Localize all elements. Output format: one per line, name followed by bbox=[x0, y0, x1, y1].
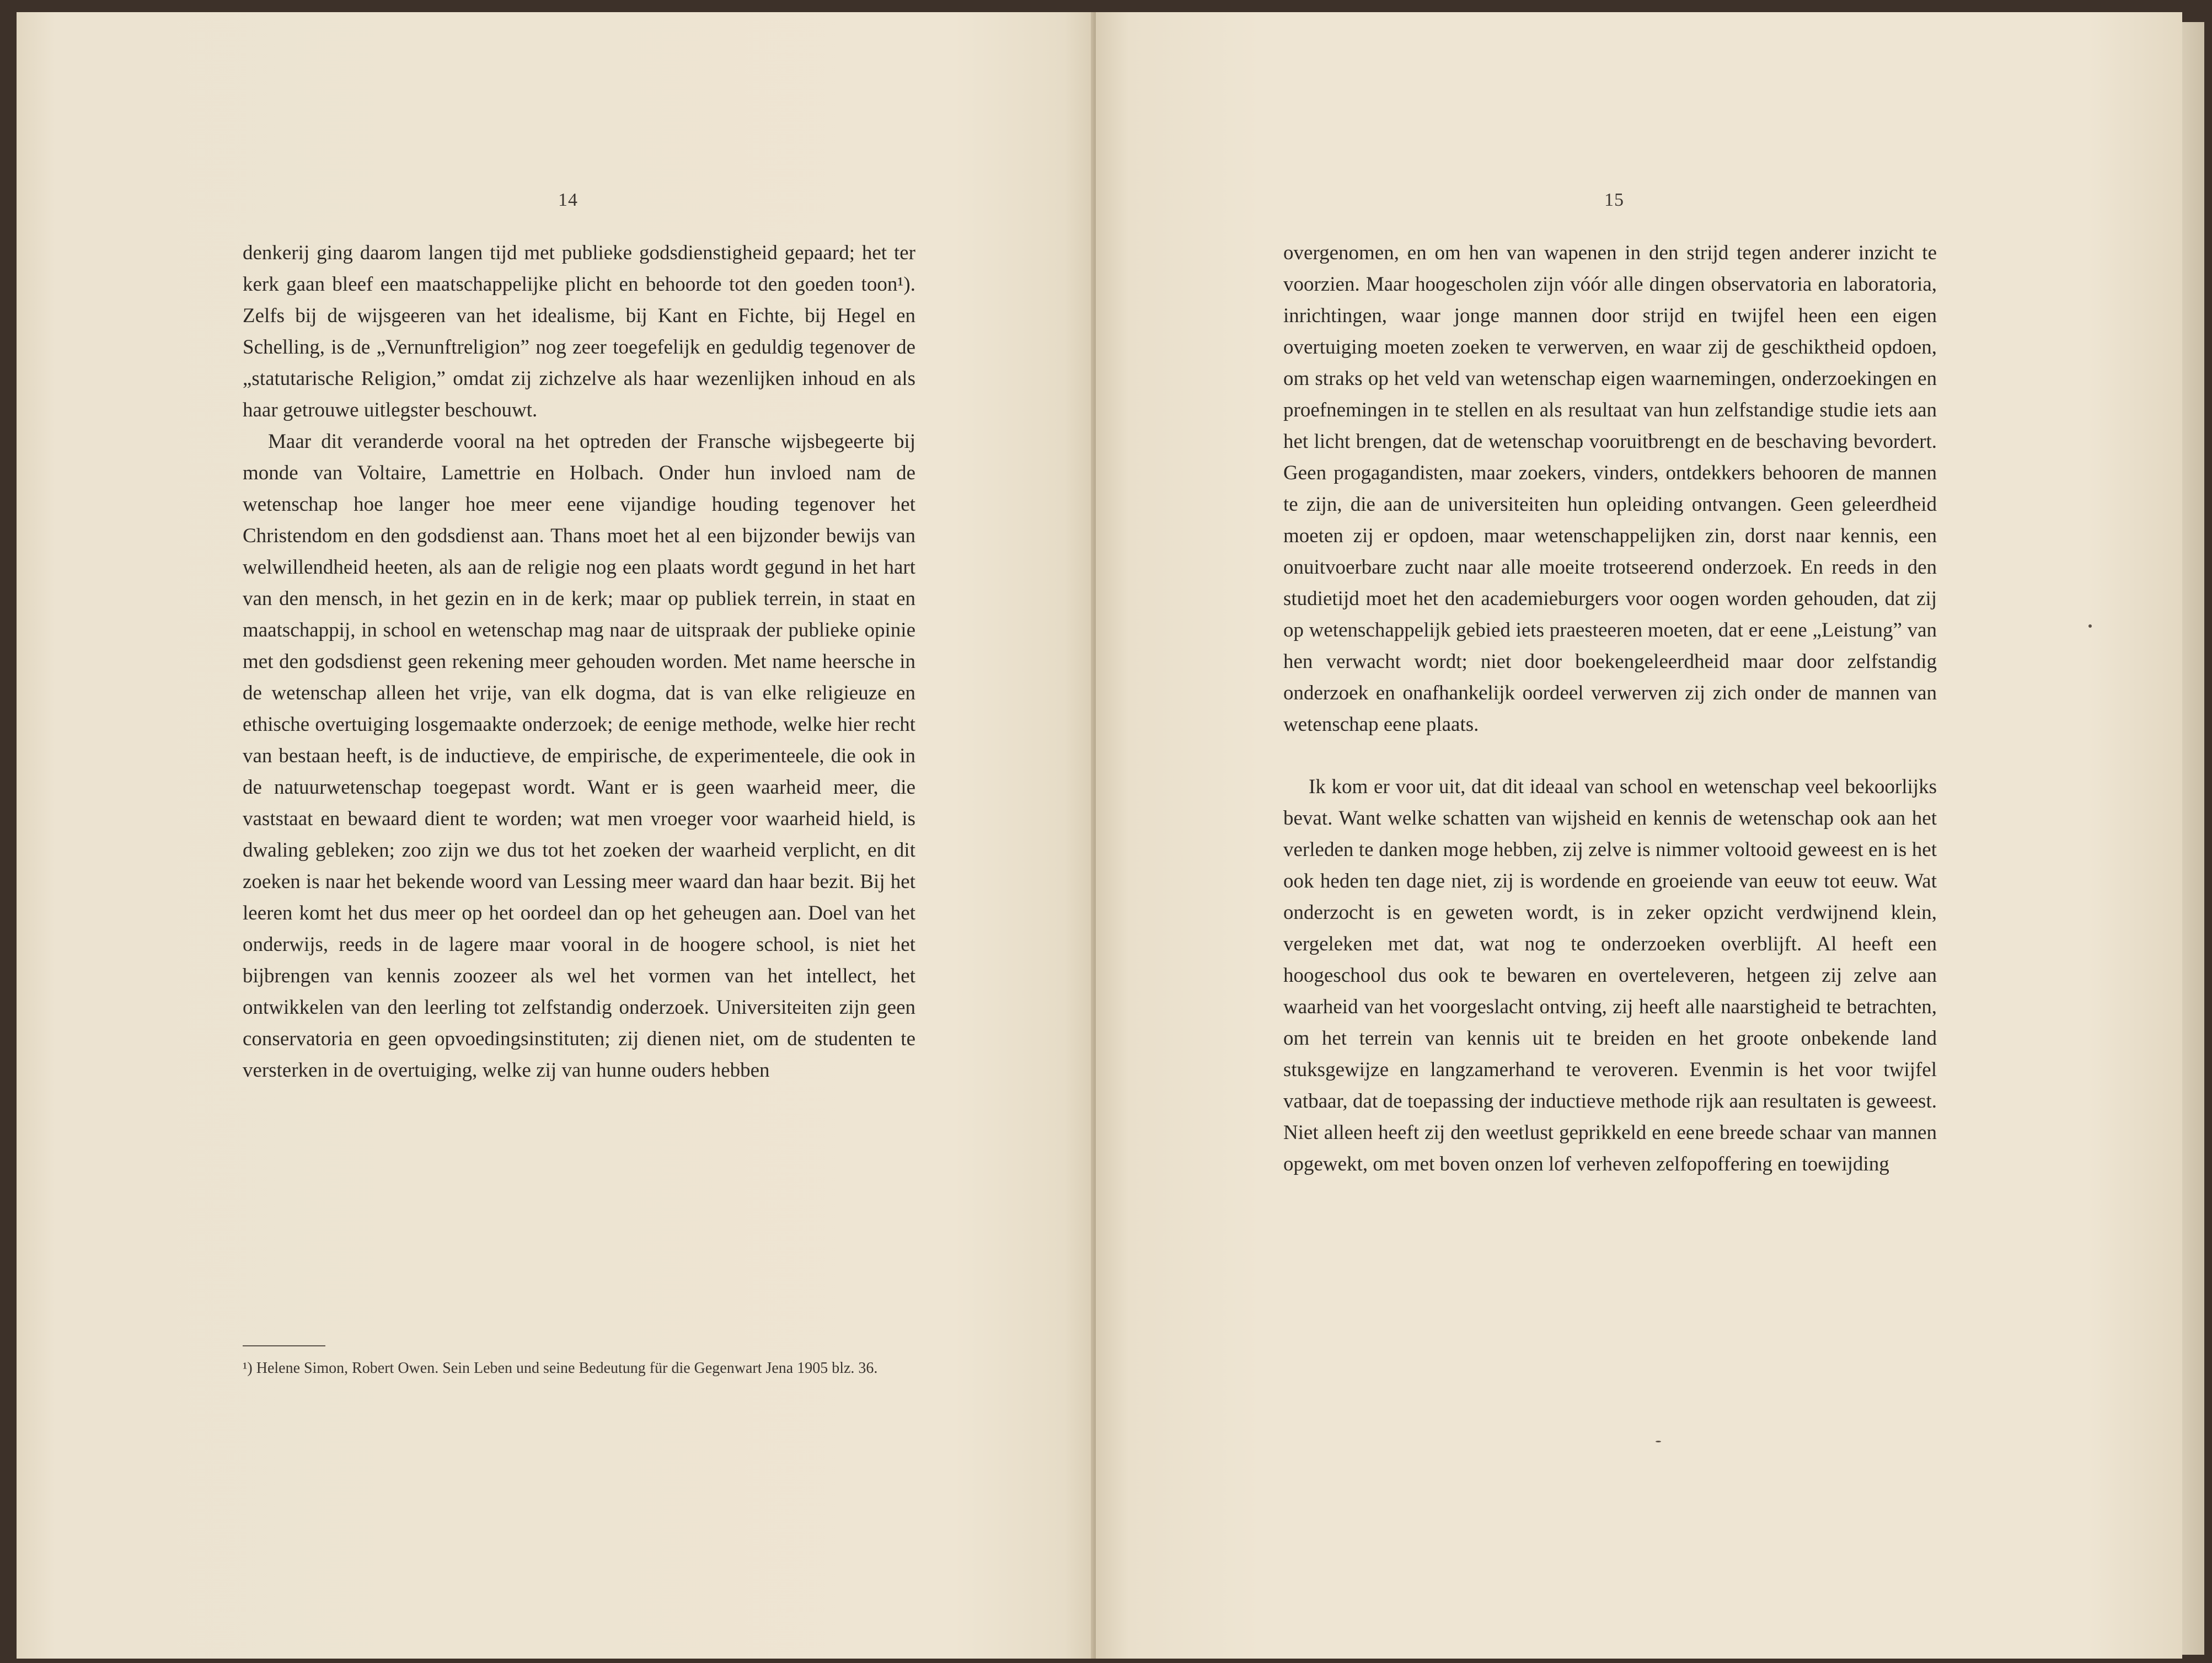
right-page bbox=[1096, 12, 2182, 1659]
right-body-text bbox=[1283, 237, 1937, 1180]
footnote-rule bbox=[243, 1345, 325, 1346]
paragraph: denkerij ging daarom langen tijd met publieke godsdienstigheid gepaard; het ter kerk gaan bleef een maatschappelijke plicht en behoorde tot den goeden toon¹). Zelfs bij de wijsgeeren van het idealisme, bij Kant en Fichte, bij Hegel en Schelling, is de „Vernunftreligion” nog zeer toegefelijk en geduldig tegenover de „statutarische Religion,” omdat zij zichzelve als haar wezenlijken inhoud en als haar getrouwe uitlegster beschouwt. bbox=[243, 242, 915, 421]
paragraph: Maar dit veranderde vooral na het optreden der Fransche wijsbegeerte bij monde van Voltaire, Lamettrie en Holbach. Onder hun invloed nam de wetenschap hoe langer hoe meer eene vijandige houding tegenover het Christendom en den godsdienst aan. Thans moet het al een bijzonder bewijs van welwillendheid heeten, als aan de religie nog een plaats wordt gegund in het hart van den mensch, in het gezin en in de kerk; maar op publiek terrein, in staat en maatschappij, in school en wetenschap mag naar de uitspraak der publieke opinie met den godsdienst geen rekening meer gehouden worden. Met name heersche in de wetenschap alleen het vrije, van elk dogma, dat is van elke religieuze en ethische overtuiging losgemaakte onderzoek; de eenige methode, welke hier recht van bestaan heeft, is de inductieve, de empirische, de experimenteele, die ook in de natuurwetenschap toegepast wordt. Want er is geen waarheid meer, die vaststaat en bewaard dient te worden; wat men vroeger voor waarheid hield, is dwaling gebleken; zoo zijn we dus tot het zoeken der waarheid verplicht, en dit zoeken is naar het bekende woord van Lessing meer waard dan haar bezit. Bij het leeren komt het dus meer op het oordeel dan op het geheugen aan. Doel van het onderwijs, reeds in de lagere maar vooral in de hoogere school, is niet het bijbrengen van kennis zoozeer als wel het vormen van het intellect, het ontwikkelen van den leerling tot zelfstandig onderzoek. Universiteiten zijn geen conservatoria en geen opvoedingsinstituten; zij dienen niet, om de studenten te versterken in de overtuiging, welke zij van hunne ouders hebben bbox=[243, 430, 915, 1082]
left-body-text bbox=[243, 237, 915, 1086]
paragraph: overgenomen, en om hen van wapenen in den strijd tegen anderer inzicht te voorzien. Maar hoogescholen zijn vóór alle dingen observatoria en laboratoria, inrichtingen, waar jonge mannen door strijd en twijfel heen een eigen overtuiging moeten zoeken te verwerven, en waar zij de geschiktheid opdoen, om straks op het veld van wetenschap eigen waarnemingen, onderzoekingen en proefnemingen in te stellen en als resultaat van hun zelfstandige studie iets aan het licht brengen, dat de wetenschap vooruitbrengt en de beschaving bevordert. Geen progagandisten, maar zoekers, vinders, ontdekkers behooren de mannen te zijn, die aan de universiteiten hun opleiding ontvangen. Geen geleerdheid moeten zij er opdoen, maar wetenschappelijken zin, dorst naar kennis, een onuitvoerbare zucht naar alle moeite trotseerend onderzoek. En reeds in den studietijd moet het den academieburgers voor oogen worden gehouden, dat zij op wetenschappelijk gebied iets praesteeren moeten, dat er eene „Leistung” van hen verwacht wordt; niet door boekengeleerdheid maar door zelfstandig onderzoek en onafhankelijk oordeel verwerven zij zich onder de mannen van wetenschap eene plaats. bbox=[1283, 242, 1937, 736]
page-number: 14 bbox=[558, 190, 578, 210]
footnote: ¹) Helene Simon, Robert Owen. Sein Leben und seine Bedeutung für die Gegenwart Jena 1905 blz. 36. bbox=[243, 1360, 878, 1377]
paper-speck bbox=[1656, 1441, 1661, 1442]
page-edge bbox=[2182, 22, 2204, 1655]
paper-speck bbox=[2088, 624, 2092, 628]
left-page bbox=[17, 12, 1096, 1659]
paragraph: Ik kom er voor uit, dat dit ideaal van school en wetenschap veel bekoorlijks bevat. Want welke schatten van wijsheid en kennis de wetenschap ook aan het verleden te danken moge hebben, zij zelve is nimmer voltooid geweest en is het ook heden ten dage niet, zij is wordende en groeiende van eeuw tot eeuw. Wat onderzocht is en geweten wordt, is in zeker opzicht verdwijnend klein, vergeleken met dat, wat nog te onderzoeken overblijft. Al heeft een hoogeschool dus ook te bewaren en overteleveren, hetgeen zij zelve aan waarheid van het voorgeslacht ontving, zij heeft alle naarstigheid te betrachten, om het terrein van kennis uit te breiden en het groote onbekende land stuksgewijze en langzamerhand te veroveren. Evenmin is het voor twijfel vatbaar, dat de toepassing der inductieve methode rijk aan resultaten is geweest. Niet alleen heeft zij den weetlust geprikkeld en eene breede schaar van mannen opgewekt, om met boven onzen lof verheven zelfopoffering en toewijding bbox=[1283, 776, 1937, 1175]
page-number: 15 bbox=[1604, 190, 1624, 210]
